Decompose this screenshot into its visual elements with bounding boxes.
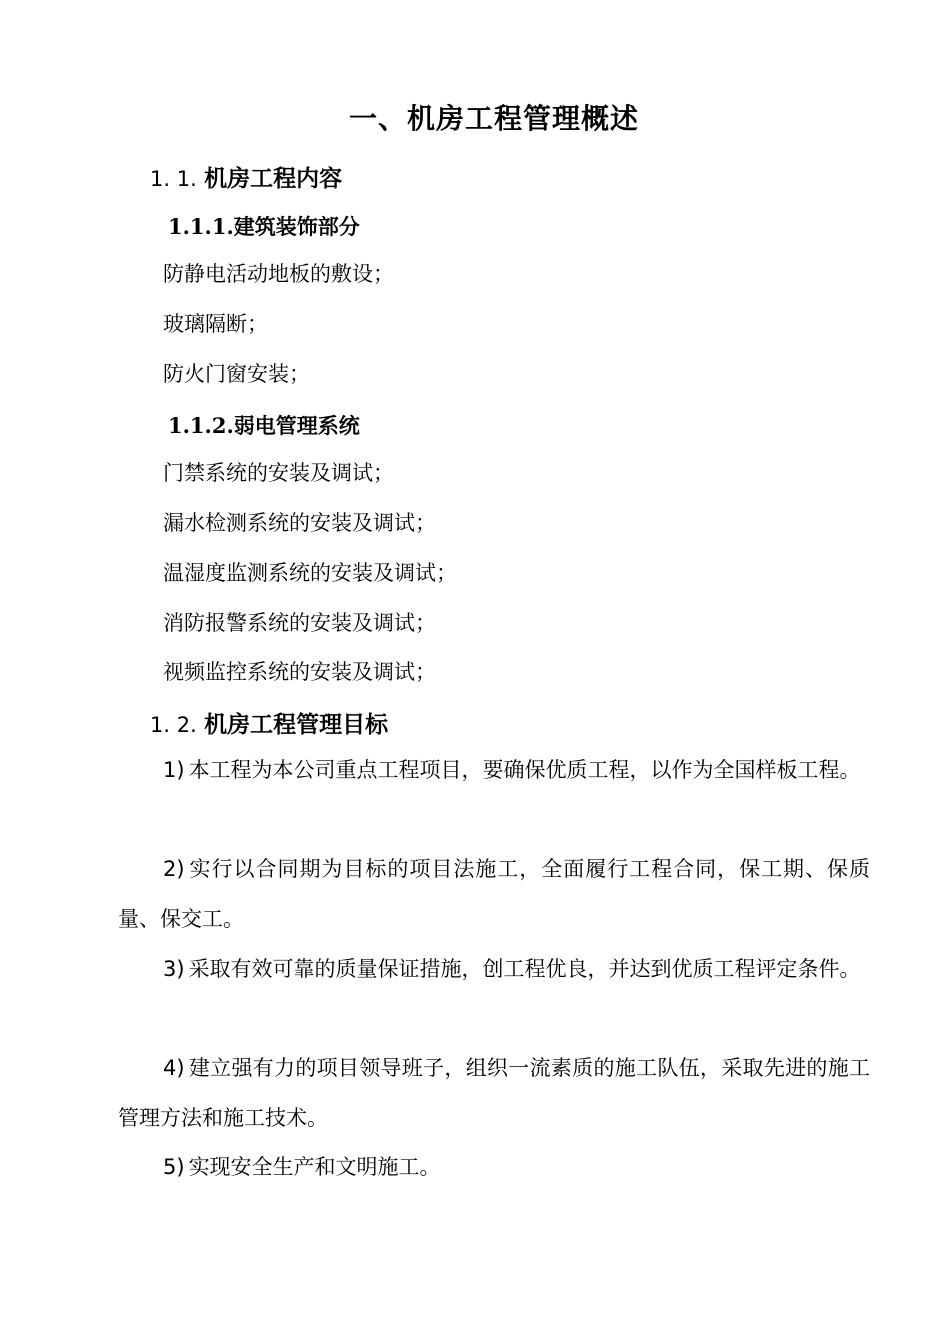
paragraph-number: 3) [163, 957, 185, 981]
paragraph-text: 本工程为本公司重点工程项目，要确保优质工程，以作为全国样板工程。 [188, 758, 861, 782]
paragraph-number: 5) [163, 1155, 185, 1179]
paragraph [118, 944, 870, 994]
paragraph [118, 1043, 870, 1143]
paragraph-text: 实行以合同期为目标的项目法施工，全面履行工程合同，保工期、保质量、保交工。 [118, 857, 870, 931]
list-item: 门禁系统的安装及调试； [163, 461, 394, 485]
subsection-heading-1-1-2 [168, 410, 360, 440]
section-heading-1-1 [150, 160, 342, 193]
paragraph-text: 实现安全生产和文明施工。 [188, 1155, 441, 1179]
section-heading-1-2 [150, 706, 388, 739]
paragraph-text: 采取有效可靠的质量保证措施，创工程优良，并达到优质工程评定条件。 [188, 957, 861, 981]
section-number: 1. 1. [150, 167, 197, 191]
list-item: 漏水检测系统的安装及调试； [163, 511, 436, 535]
paragraph [118, 1142, 870, 1192]
subsection-heading-1-1-1 [168, 211, 360, 241]
list-item: 玻璃隔断； [163, 312, 268, 336]
paragraph-number: 2) [163, 857, 185, 881]
paragraph [118, 745, 870, 795]
subsection-number: 1.1.1. [168, 214, 234, 239]
list-item: 防静电活动地板的敷设； [163, 262, 394, 286]
paragraph-text: 建立强有力的项目领导班子，组织一流素质的施工队伍，采取先进的施工管理方法和施工技术。 [118, 1056, 870, 1130]
subsection-title: 弱电管理系统 [233, 414, 360, 438]
paragraph-number: 1) [163, 758, 185, 782]
section-number: 1. 2. [150, 713, 197, 737]
list-item: 视频监控系统的安装及调试； [163, 660, 436, 684]
list-item: 温湿度监测系统的安装及调试； [163, 561, 457, 585]
list-item: 消防报警系统的安装及调试； [163, 611, 436, 635]
subsection-title: 建筑装饰部分 [233, 215, 360, 239]
subsection-number: 1.1.2. [168, 413, 234, 438]
section-title: 机房工程内容 [204, 166, 343, 192]
paragraph [118, 844, 870, 944]
paragraph-number: 4) [163, 1056, 185, 1080]
list-item: 防火门窗安装； [163, 362, 310, 386]
document-title: 一、机房工程管理概述 [348, 102, 639, 135]
section-title: 机房工程管理目标 [204, 712, 389, 738]
